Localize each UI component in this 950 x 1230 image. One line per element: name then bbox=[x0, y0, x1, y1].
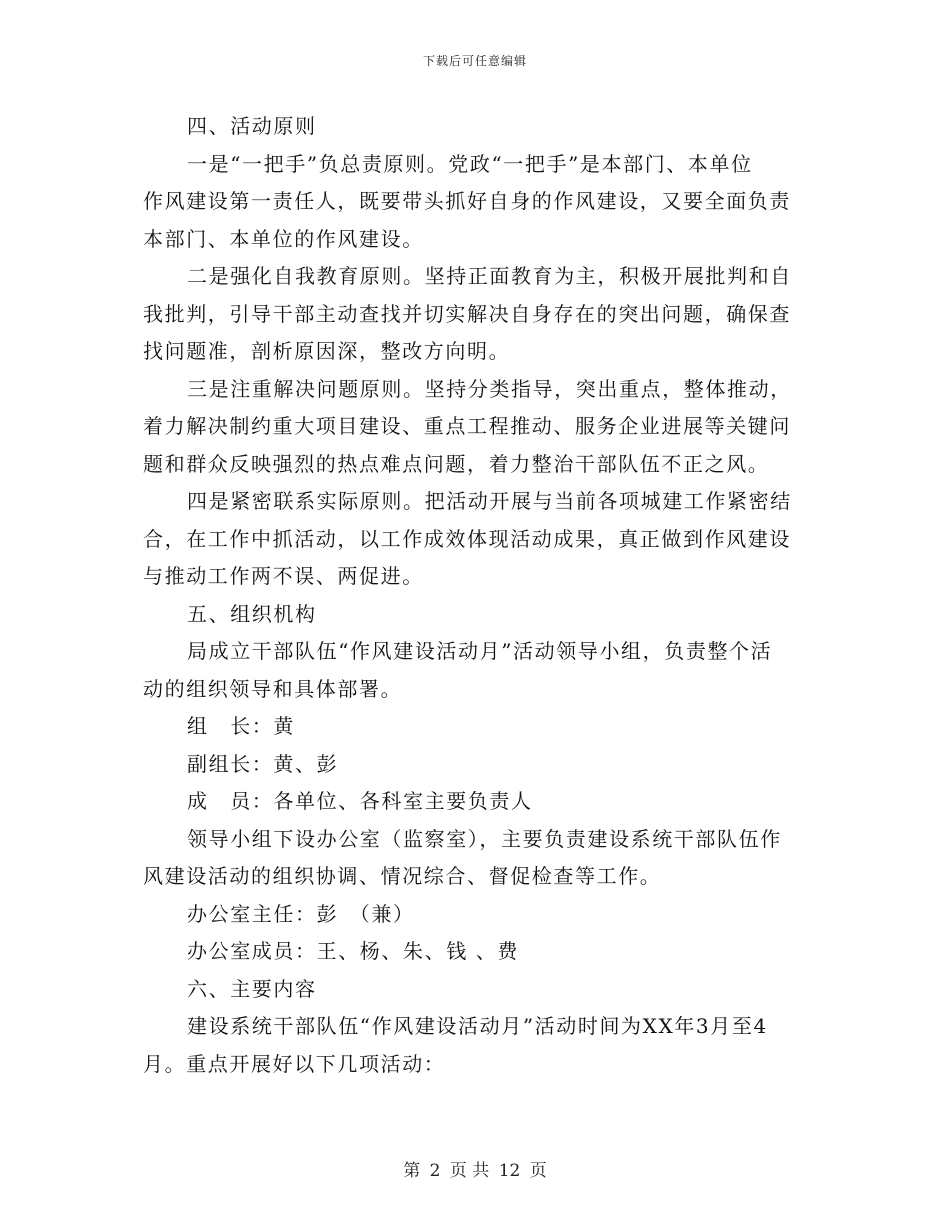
text-line: 办公室成员：王、杨、朱、钱 、费 bbox=[187, 939, 519, 963]
text-line: 五、组织机构 bbox=[187, 601, 317, 626]
text-line: 成 员：各单位、各科室主要负责人 bbox=[187, 789, 533, 813]
text-line: 建设系统干部队伍“作风建设活动月”活动时间为XX年3月至4 bbox=[187, 1014, 768, 1038]
text-line: 领导小组下设办公室（监察室），主要负责建设系统干部队伍作 bbox=[187, 826, 782, 851]
text-line: 局成立干部队伍“作风建设活动月”活动领导小组，负责整个活 bbox=[187, 639, 773, 663]
text-line: 动的组织领导和具体部署。 bbox=[143, 676, 403, 701]
text-line: 月。重点开展好以下几项活动： bbox=[143, 1051, 446, 1076]
text-line: 本部门、本单位的作风建设。 bbox=[143, 226, 424, 251]
text-line: 我批判，引导干部主动查找并切实解决自身存在的突出问题，确保查 bbox=[143, 301, 791, 326]
text-line: 办公室主任：彭 （兼） bbox=[187, 901, 415, 926]
text-line: 组 长：黄 bbox=[187, 714, 295, 738]
footer-prefix: 第 bbox=[403, 1161, 421, 1181]
text-line: 风建设活动的组织协调、情况综合、督促检查等工作。 bbox=[143, 864, 662, 888]
text-line: 一是“一把手”负总责原则。党政“一把手”是本部门、本单位 bbox=[187, 151, 753, 176]
footer-middle: 页 共 bbox=[449, 1161, 490, 1181]
text-line: 四是紧密联系实际原则。把活动开展与当前各项城建工作紧密结 bbox=[187, 489, 792, 513]
text-line: 与推动工作两不误、两促进。 bbox=[143, 564, 424, 588]
text-line: 副组长：黄、彭 bbox=[187, 751, 339, 776]
footer-suffix: 页 bbox=[529, 1161, 547, 1181]
text-line: 三是注重解决问题原则。坚持分类指导，突出重点，整体推动， bbox=[187, 376, 792, 401]
document-body bbox=[143, 108, 808, 1083]
text-line: 四、活动原则 bbox=[187, 114, 317, 138]
text-line: 找问题准，剖析原因深，整改方向明。 bbox=[143, 339, 511, 363]
text-line: 六、主要内容 bbox=[187, 976, 317, 1001]
text-line: 合，在工作中抓活动，以工作成效体现活动成果，真正做到作风建设 bbox=[143, 526, 791, 551]
text-line: 着力解决制约重大项目建设、重点工程推动、服务企业进展等关键问 bbox=[143, 414, 791, 438]
text-line: 题和群众反映强烈的热点难点问题，着力整治干部队伍不正之风。 bbox=[143, 451, 770, 476]
footer-total-pages: 12 bbox=[498, 1161, 521, 1181]
text-line: 作风建设第一责任人，既要带头抓好自身的作风建设，又要全面负责 bbox=[143, 189, 791, 213]
page-footer bbox=[0, 1156, 950, 1181]
footer-page-number: 2 bbox=[429, 1161, 441, 1181]
page-header-note: 下载后可任意编辑 bbox=[422, 54, 527, 68]
text-line: 二是强化自我教育原则。坚持正面教育为主，积极开展批判和自 bbox=[187, 264, 792, 288]
